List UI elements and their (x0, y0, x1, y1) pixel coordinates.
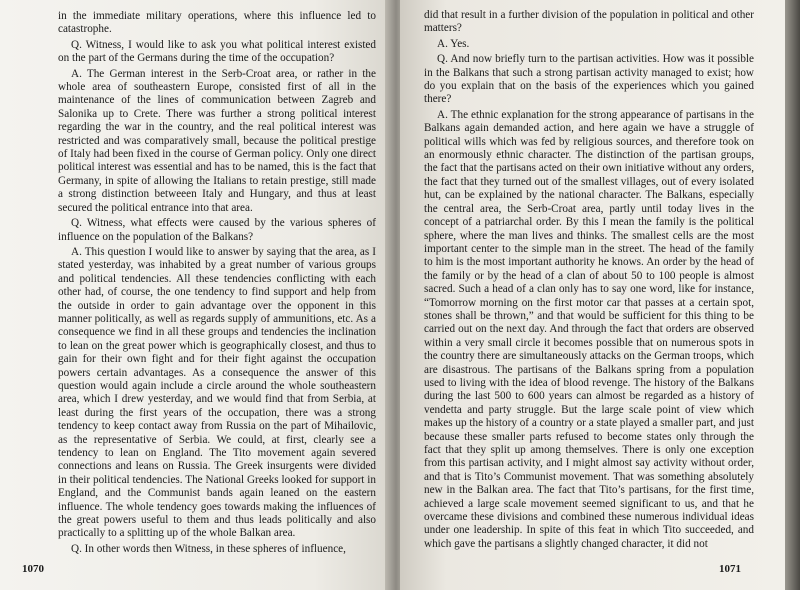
paragraph: Q. And now briefly turn to the partisan activities. How was it possible in the Balkans that such a strong partisan activity managed to exist; how do you explain that on the basis of the experiences which you gained there? (424, 53, 754, 106)
paragraph: Q. Witness, what effects were caused by the various spheres of influence on the population of the Balkans? (58, 217, 376, 243)
page-edge-shadow (785, 0, 800, 590)
page-number: 1070 (22, 563, 44, 575)
right-page (400, 0, 785, 590)
paragraph: A. Yes. (437, 37, 470, 50)
page-number: 1071 (719, 563, 741, 575)
paragraph: A. This question I would like to answer by saying that the area, as I stated yesterday, was inhabited by a great number of various groups and political tendencies. All these tendencies conflicting with each other had, of course, the one tendency to find support and help from the outside in order to gain advantage over the opponent in this manner politically, as well as regards supply of ammunitions, etc. As a consequence we find in all these groups and tendencies the inclination to lean on the great power which is geographically closest, and thus to gain for their own fight and for their fight against the occupation powers certain advantages. As a consequence the answer of this question would again include a circle around the whole southeastern area, which I drew yesterday, and we would find that from Serbia, at least during the first years of the occupation, there was a strong tendency to keep contact away from Russia on the part of Mihailovic, as the representative of Serbia. We could, at first, clearly see a tendency to lean on England. The Tito movement again severed connections and leans on Russia. The Greek insurgents were divided in their political tendencies. The National Greeks looked for support in England, and the Communist bands again leaned on the eastern influence. The whole tendency goes towards making the influences of the great powers useful to them and thus leads politically and also practically to a splitting up of the whole Balkan area. (58, 245, 376, 540)
paragraph: Q. In other words then Witness, in these spheres of influence, (71, 542, 346, 555)
left-page-text (58, 10, 376, 558)
right-page-text (424, 9, 754, 553)
paragraph: A. The ethnic explanation for the strong appearance of partisans in the Balkans again demanded action, and here again we have a struggle of political wills which was fed by religious sources, and therefore took on an enormously ethnic character. The distinction of the partisan groups, the fact that the partisans acted on their own initiative without any orders, the fact that they turned out of the smallest villages, out of every isolated hut, can be explained by the national character. The Balkans, especially the central area, the Serb-Croat area, partly until today lives in the concept of a patriarchal order. By this I mean the family is the political sphere, where the man lives and thinks. The smallest cells are the most important center to the simple man in the street. The head of the family to him is the most important authority he knows. An order by the head of the family or by the head of a clan of about 50 to 100 people is almost sacred. Such a head of a clan only has to say one word, like for instance, “Tomorrow morning on the first motor car that passes at a certain spot, stones shall be thrown,” and that would be sufficient for this thing to be carried out on the next day. And through the fact that orders are observed within a very small circle it becomes possible that on numerous spots in the country there are simultaneously attacks on the German troops, which are disastrous. The partisans of the Balkans spring from a population used to living with the idea of blood revenge. The history of the Balkans during the last 500 to 600 years can almost be regarded as a history of vendetta and party struggle. But the large scale point of view which makes up the history of a country or a state played a smaller part, and just because these smaller parts refused to become states only through the fact that they split up among themselves. There is only one exception from this partisan activity, and I might almost say activity without order, and that is Tito’s Communist movement. That was something absolutely new in the Balkan area. The fact that Tito’s partisans, for the first time, achieved a large scale movement seemed significant to us, and that he overcame these divisions and combined these numerous individual ideas under one leadership. In spite of this feat in which Tito succeeded, and which gave the partisans a slightly changed character, it did not (424, 108, 754, 550)
paragraph: A. The German interest in the Serb-Croat area, or rather in the whole area of southeastern Europe, consisted first of all in the maintenance of the lines of communication between Zagreb and Salonika up to Crete. There was further a strong political interest regarding the war in the country, and the real political interest was restricted and was comparatively small, because the political prestige of Italy had been fixed in the course of German policy. Only one direct political interest was essential and has to be named, this is the fact that Germany, in spite of allowing the Italians to retain prestige, still made a strong distinction betweeen Italy and Hungary, and thus at least secured the political entrance into that area. (58, 67, 376, 214)
paragraph: Q. Witness, I would like to ask you what political interest existed on the part of the Germans during the time of the occupation? (58, 38, 376, 65)
paragraph: did that result in a further division of the population in political and other matters? (424, 9, 754, 35)
paragraph: in the immediate military operations, where this influence led to catastrophe. (58, 10, 376, 36)
left-page (0, 0, 392, 590)
